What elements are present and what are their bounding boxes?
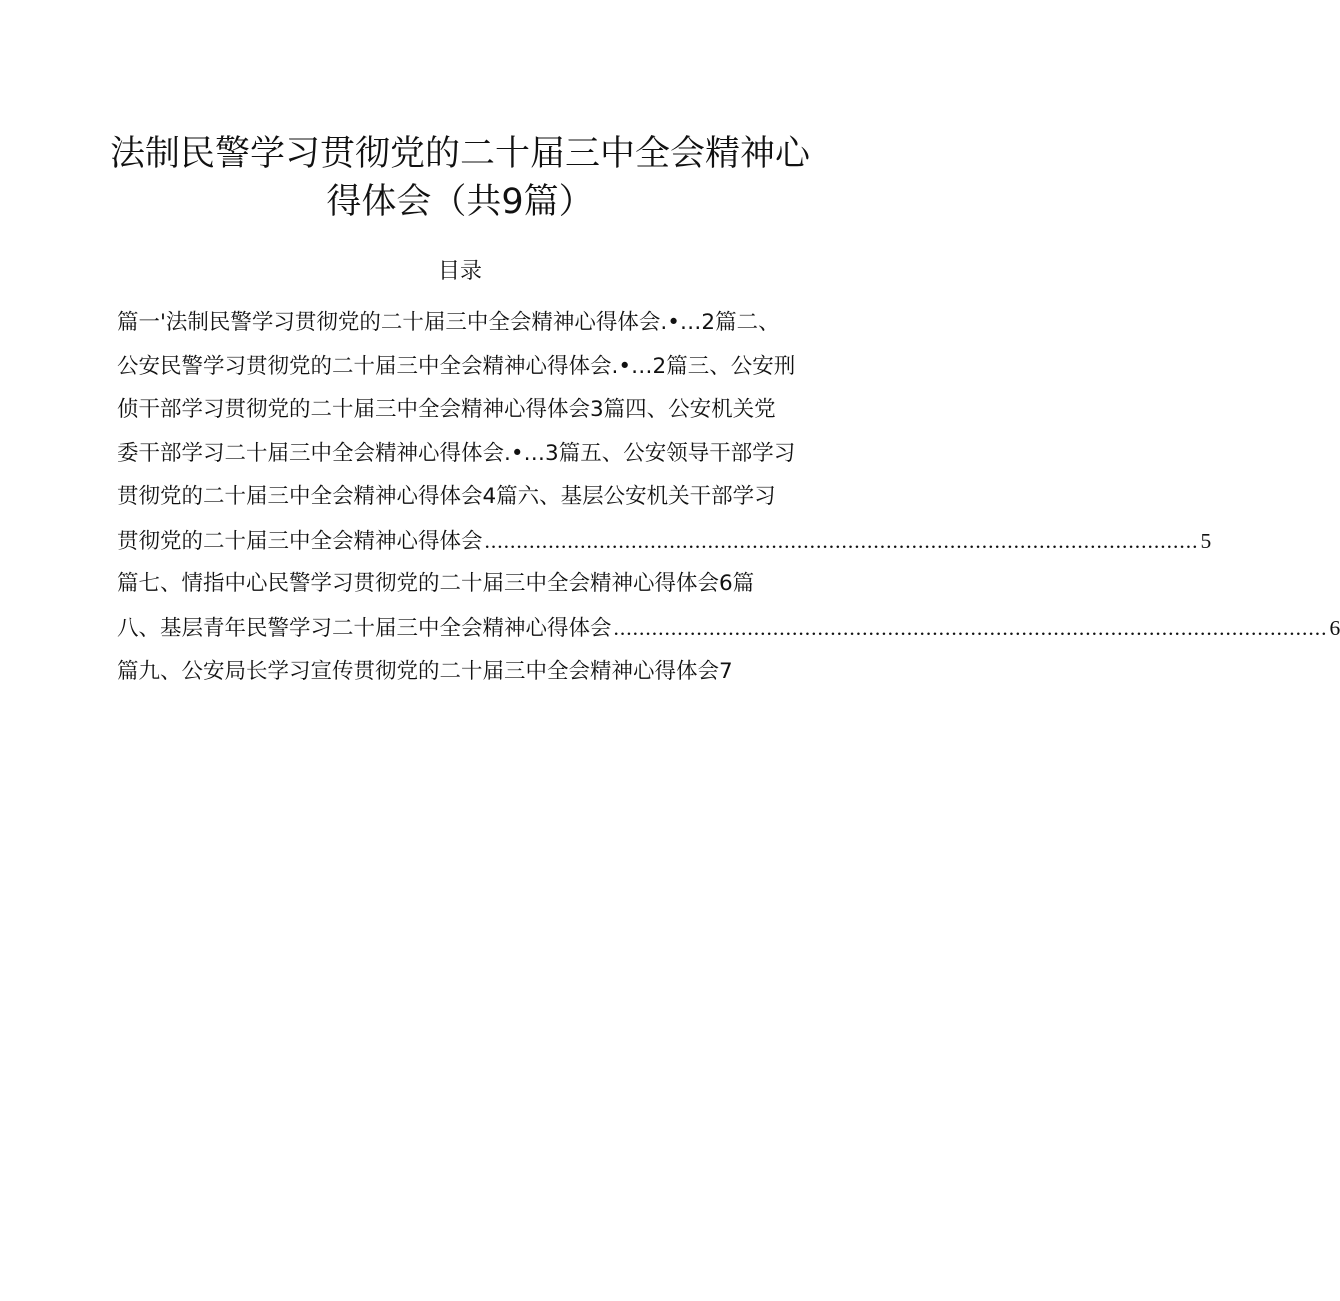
toc-entry-leader[interactable] (117, 526, 1212, 557)
toc-page-number: 6 (1329, 616, 1340, 640)
toc-line[interactable]: 公安民警学习贯彻党的二十届三中全会精神心得体会.•…2篇三、公安刑 (117, 354, 796, 379)
toc-heading: 目录 (437, 259, 482, 284)
toc-dot-leader: ................................................................................................................ (484, 529, 1199, 553)
toc-line[interactable]: 贯彻党的二十届三中全会精神心得体会4篇六、基层公安机关干部学习 (117, 484, 776, 509)
toc-dot-leader: ................................................................................................................ (613, 616, 1328, 640)
toc-line[interactable]: 委干部学习二十届三中全会精神心得体会.•…3篇五、公安领导干部学习 (117, 441, 796, 466)
document-title-line-1: 法制民警学习贯彻党的二十届三中全会精神心 (109, 134, 810, 174)
toc-line[interactable]: 篇一'法制民警学习贯彻党的二十届三中全会精神心得体会.•…2篇二、 (117, 310, 780, 335)
toc-entry-text: 八、基层青年民警学习二十届三中全会精神心得体会 (117, 616, 612, 641)
toc-line[interactable]: 侦干部学习贯彻党的二十届三中全会精神心得体会3篇四、公安机关党 (117, 397, 776, 422)
toc-entry-text: 贯彻党的二十届三中全会精神心得体会 (117, 529, 483, 554)
document-title-line-2: 得体会（共9篇） (326, 182, 594, 222)
toc-line[interactable]: 篇七、情指中心民警学习贯彻党的二十届三中全会精神心得体会6篇 (117, 571, 755, 596)
toc-entry-leader[interactable] (117, 613, 1340, 644)
toc-page-number: 5 (1200, 529, 1212, 553)
toc-line[interactable]: 篇九、公安局长学习宣传贯彻党的二十届三中全会精神心得体会7 (117, 659, 733, 684)
